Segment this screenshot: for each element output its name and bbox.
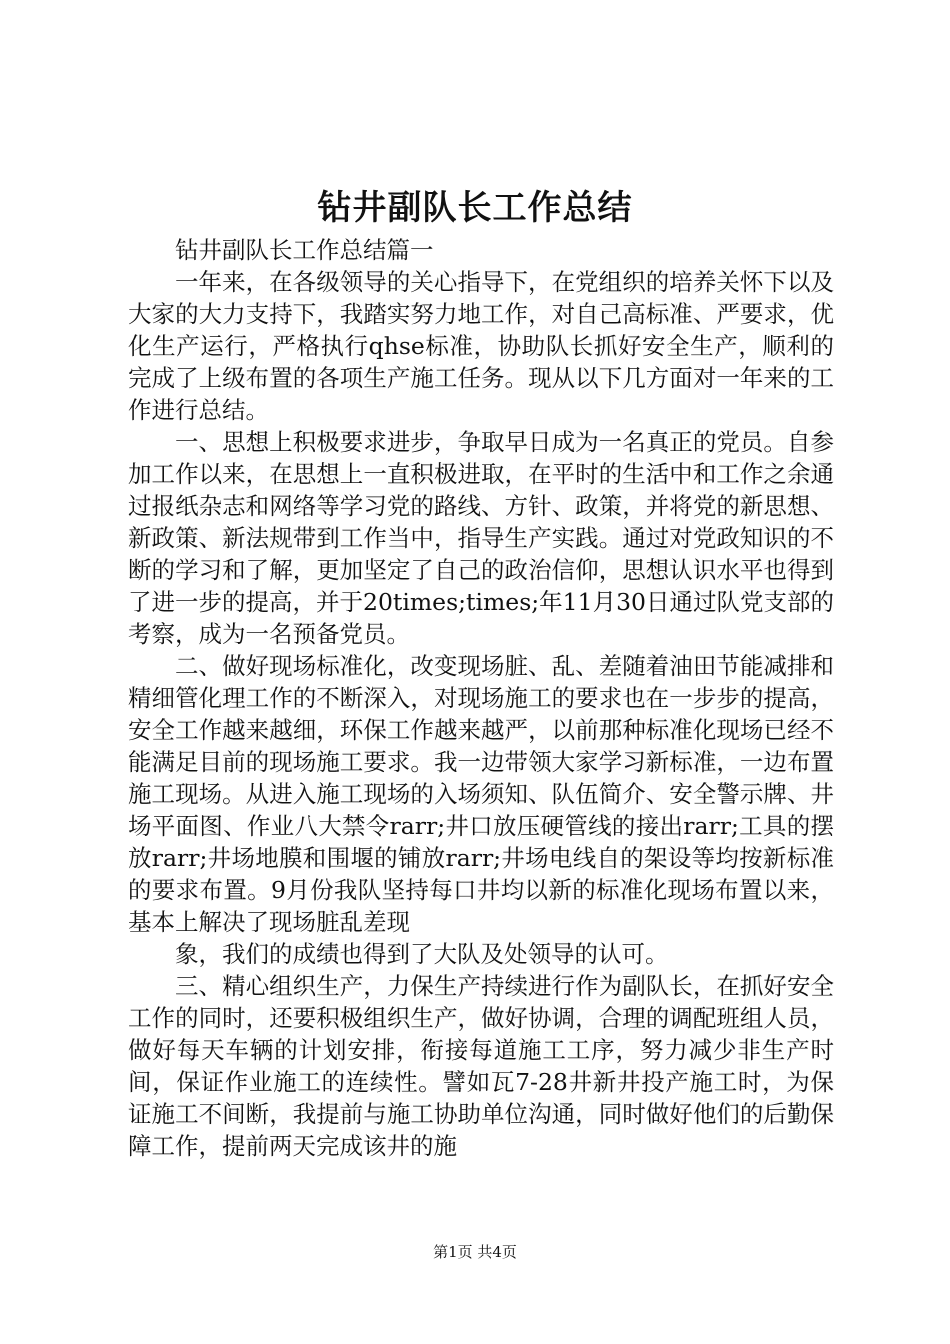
page-footer: 第1页 共4页 [433, 1243, 517, 1261]
paragraph-section-2-continued: 象，我们的成绩也得到了大队及处领导的认可。 [175, 940, 669, 968]
paragraph-section-1: 一、思想上积极要求进步，争取早日成为一名真正的党员。自参加工作以来，在思想上一直积极进取，在平时的生活中和工作之余通过报纸杂志和网络等学习党的路线、方针、政策，并将党的新思想、新政策、新法规带到工作当中，指导生产实践。通过对党政知识的不断的学习和了解，更加坚定了自己的政治信仰，思想认识水平也得到了进一步的提高，并于20times;times;年11月30日通过队党支部的考察，成为一名预备党员。 [128, 428, 834, 648]
paragraph-heading: 钻井副队长工作总结篇一 [175, 236, 434, 264]
paragraph-section-3: 三、精心组织生产，力保生产持续进行作为副队长，在抓好安全工作的同时，还要积极组织生产，做好协调，合理的调配班组人员，做好每天车辆的计划安排，衔接每道施工工序，努力减少非生产时间，保证作业施工的连续性。譬如瓦7-28井新井投产施工时，为保证施工不间断，我提前与施工协助单位沟通，同时做好他们的后勤保障工作，提前两天完成该井的施 [128, 972, 834, 1160]
page-title: 钻井副队长工作总结 [317, 188, 633, 228]
document-body [128, 234, 834, 1162]
paragraph-section-2: 二、做好现场标准化，改变现场脏、乱、差随着油田节能减排和精细管化理工作的不断深入，对现场施工的要求也在一步步的提高，安全工作越来越细，环保工作越来越严，以前那种标准化现场已经不能满足目前的现场施工要求。我一边带领大家学习新标准，一边布置施工现场。从进入施工现场的入场须知、队伍简介、安全警示牌、井场平面图、作业八大禁令rarr;井口放压硬管线的接出rarr;工具的摆放rarr;井场地膜和围堰的铺放rarr;井场电线自的架设等均按新标准的要求布置。9月份我队坚持每口井均以新的标准化现场布置以来，基本上解决了现场脏乱差现 [128, 652, 834, 936]
paragraph-intro: 一年来，在各级领导的关心指导下，在党组织的培养关怀下以及大家的大力支持下，我踏实努力地工作，对自己高标准、严要求，优化生产运行，严格执行qhse标准，协助队长抓好安全生产，顺利的完成了上级布置的各项生产施工任务。现从以下几方面对一年来的工作进行总结。 [128, 268, 834, 424]
